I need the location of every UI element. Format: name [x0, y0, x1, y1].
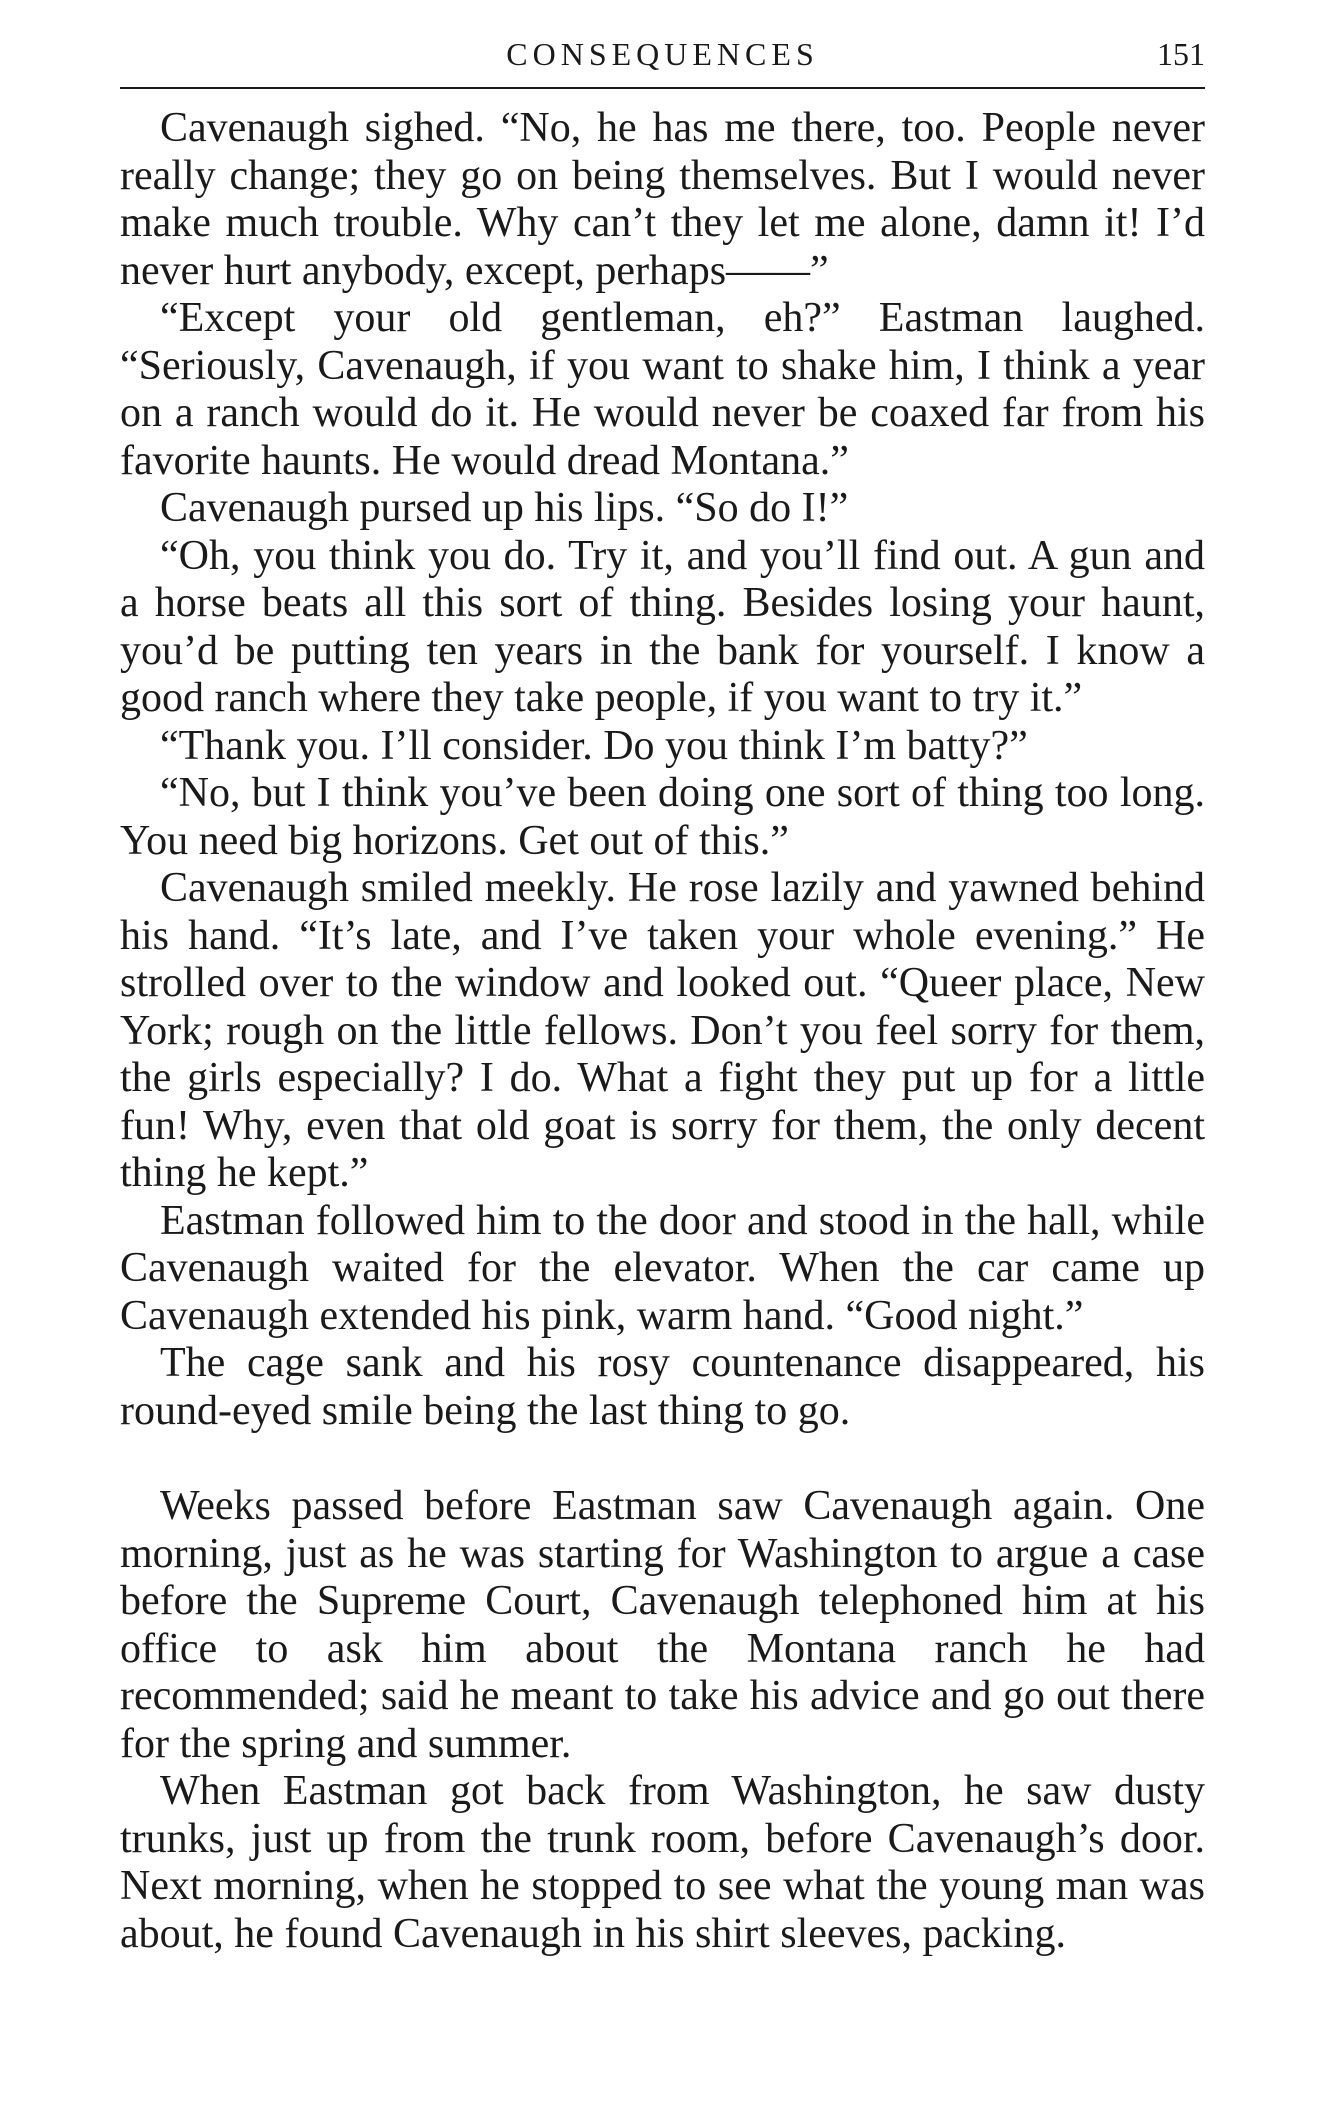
paragraph: “Oh, you think you do. Try it, and you’ll find out. A gun and a horse beats all this sort of thing. Besides losing your haunt, you’d be putting ten years in the bank for yourself. I know a good ranch where they take people, if you want to try it.”: [120, 532, 1205, 721]
page-number: 151: [1157, 36, 1205, 72]
paragraph: Eastman followed him to the door and stood in the hall, while Cavenaugh waited for the elevator. When the car came up Cavenaugh extended his pink, warm hand. “Good night.”: [120, 1197, 1205, 1339]
paragraph: Cavenaugh sighed. “No, he has me there, too. People never really change; they go on being themselves. But I would never make much trouble. Why can’t they let me alone, damn it! I’d never hurt anybody, except, perhaps——”: [120, 105, 1205, 294]
paragraph: The cage sank and his rosy countenance disappeared, his round-eyed smile being the last thing to go.: [120, 1340, 1205, 1434]
paragraph: Cavenaugh smiled meekly. He rose lazily and yawned behind his hand. “It’s late, and I’ve taken your whole evening.” He strolled over to the window and looked out. “Queer place, New York; rough on the little fellows. Don’t you feel sorry for them, the girls especially? I do. What a fight they put up for a little fun! Why, even that old goat is sorry for them, the only decent thing he kept.”: [120, 865, 1205, 1196]
paragraph: When Eastman got back from Washington, he saw dusty trunks, just up from the trunk room, before Cavenaugh’s door. Next morning, when he stopped to see what the young man was about, he found Cavenaugh in his shirt sleeves, packing.: [120, 1768, 1205, 1957]
header-rule: [120, 87, 1205, 89]
running-head: [120, 28, 1205, 84]
paragraph: “No, but I think you’ve been doing one sort of thing too long. You need big horizons. Get out of this.”: [120, 770, 1205, 864]
running-title: CONSEQUENCES: [506, 36, 819, 72]
paragraph: Cavenaugh pursed up his lips. “So do I!”: [160, 485, 849, 531]
paragraph: “Except your old gentleman, eh?” Eastman laughed. “Seriously, Cavenaugh, if you want to shake him, I think a year on a ranch would do it. He would never be coaxed far from his favorite haunts. He would dread Montana.”: [120, 295, 1205, 484]
section-break: [120, 1435, 1205, 1483]
body-text: [120, 105, 1205, 1958]
paragraph: Weeks passed before Eastman saw Cavenaugh again. One morning, just as he was starting for Washington to argue a case before the Supreme Court, Cavenaugh telephoned him at his office to ask him about the Montana ranch he had recommended; said he meant to take his advice and go out there for the spring and summer.: [120, 1483, 1205, 1767]
paragraph: “Thank you. I’ll consider. Do you think I’m batty?”: [160, 722, 1028, 769]
